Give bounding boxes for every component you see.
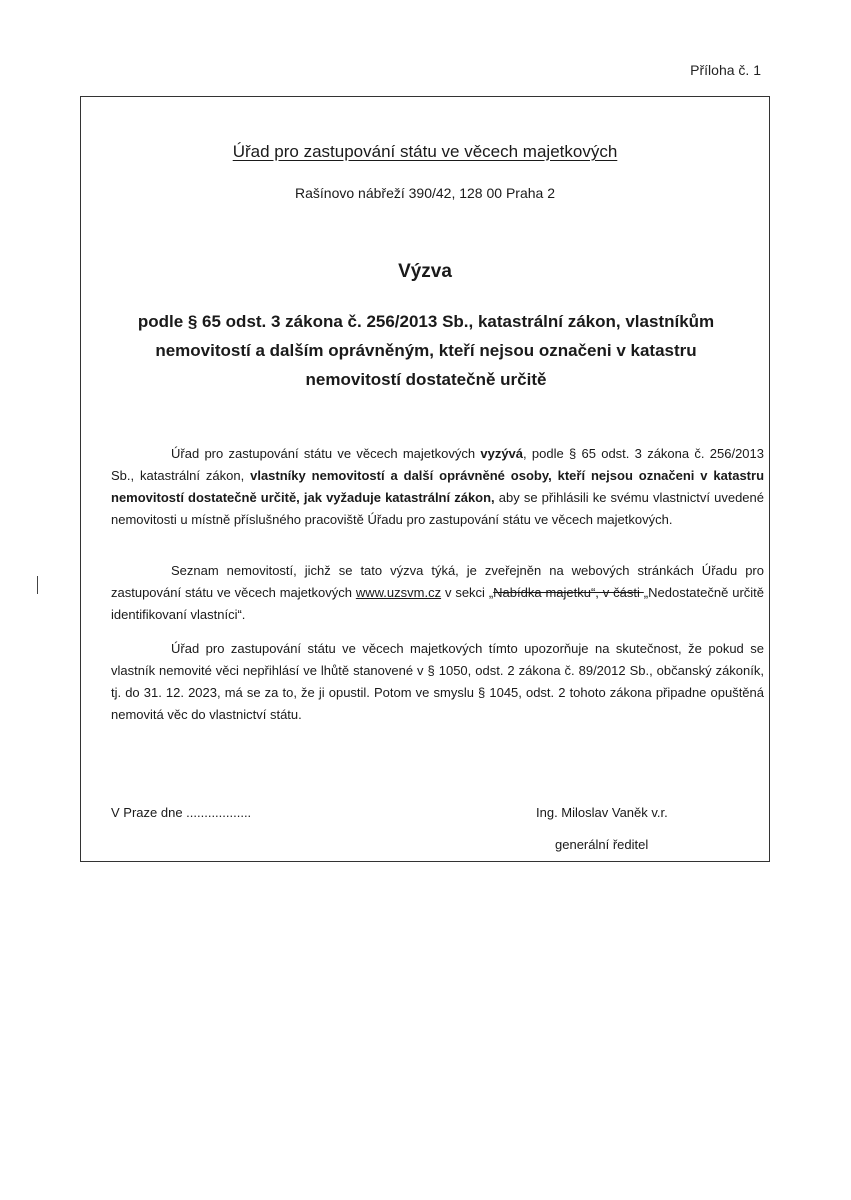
paragraph-2-text-1: Seznam nemovitostí, jichž se tato výzva týká, je zveřejněn na webových stránkách Úřadu pro zastupování státu ve věcech majetkových bbox=[111, 563, 764, 600]
paragraph-3: Úřad pro zastupování státu ve věcech majetkových tímto upozorňuje na skutečnost, že pokud se vlastník nemovité věci nepřihlásí ve lhůtě stanovené v § 1050, odst. 2 zákona č. 89/2012 Sb., občanský zákoník, tj. do 31. 12. 2023, má se za to, že ji opustil. Potom ve smyslu § 1045, odst. 2 tohoto zákona připadne opuštěná nemovitá věc do vlastnictví státu. bbox=[111, 641, 764, 722]
signatory-role: generální ředitel bbox=[555, 837, 649, 852]
paragraph-2-text-2: v sekci „ bbox=[441, 585, 494, 600]
paragraph-1-text-3: aby se přihlásili ke svému vlastnictví uvedené nemovitosti u místně příslušného pracoviště Úřadu pro zastupování státu ve věcech majetkových. bbox=[111, 490, 764, 527]
office-name: Úřad pro zastupování státu ve věcech majetkových bbox=[232, 142, 618, 161]
document-title: Výzva bbox=[398, 261, 452, 282]
document-frame bbox=[80, 96, 770, 862]
paragraph-2-struck-text: Nabídka majetku“, v části bbox=[493, 585, 644, 600]
margin-mark bbox=[37, 576, 38, 594]
attachment-label: Příloha č. 1 bbox=[690, 62, 761, 78]
website-link[interactable]: www.uzsvm.cz bbox=[355, 585, 442, 600]
document-subtitle: podle § 65 odst. 3 zákona č. 256/2013 Sb., katastrální zákon, vlastníkům nemovitostí a dalším oprávněným, kteří nejsou označeni v katastru nemovitostí dostatečně určitě bbox=[137, 312, 715, 389]
paragraph-2 bbox=[111, 560, 764, 626]
paragraph-1-text-2: , podle § 65 odst. 3 zákona č. 256/2013 Sb., katastrální zákon, bbox=[111, 446, 764, 483]
paragraph-1-bold-1: vyzývá bbox=[480, 446, 524, 461]
signatory-name: Ing. Miloslav Vaněk v.r. bbox=[536, 805, 668, 820]
paragraph-1 bbox=[111, 443, 764, 531]
office-address: Rašínovo nábřeží 390/42, 128 00 Praha 2 bbox=[295, 185, 555, 201]
paragraph-2-text-3: „Nedostatečně určitě identifikovaní vlastníci“. bbox=[111, 585, 764, 622]
place-date: V Praze dne .................. bbox=[111, 805, 252, 820]
paragraph-1-text-1: Úřad pro zastupování státu ve věcech majetkových bbox=[171, 446, 481, 461]
paragraph-1-bold-2: vlastníky nemovitostí a další oprávněné osoby, kteří nejsou označeni v katastru nemovitostí dostatečně určitě, jak vyžaduje katastrální zákon, bbox=[111, 468, 765, 505]
